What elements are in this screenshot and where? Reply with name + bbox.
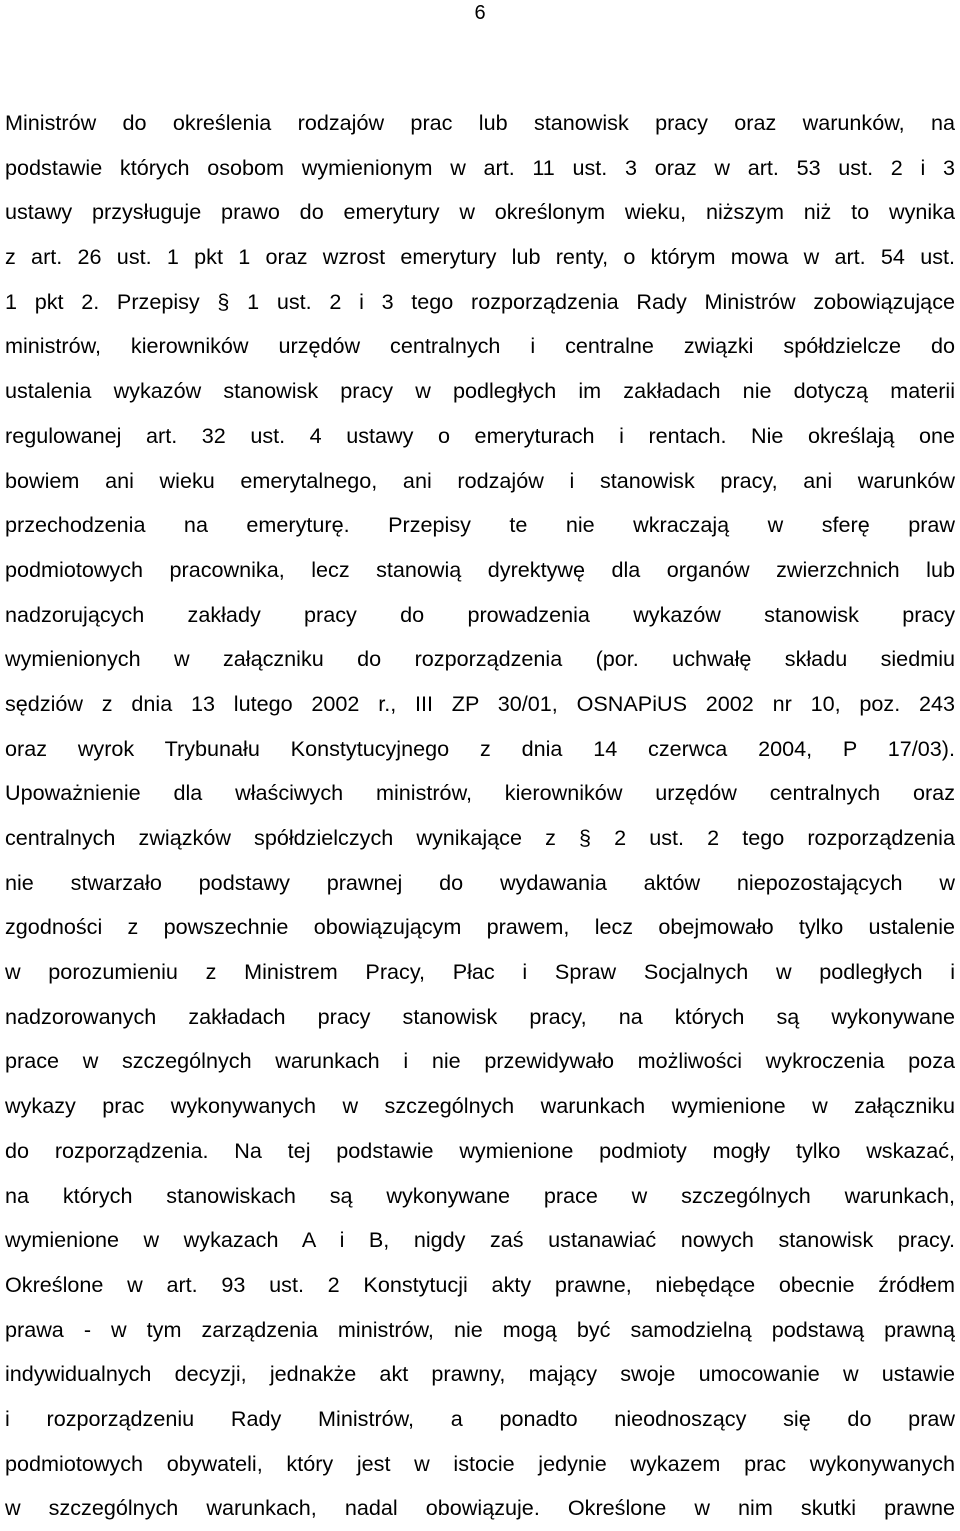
body-text — [5, 101, 955, 1531]
text-line: nadzorujących zakłady pracy do prowadzenia wykazów stanowisk pracy — [5, 601, 955, 627]
text-line: ustalenia wykazów stanowisk pracy w podległych im zakładach nie dotyczą materii — [5, 378, 955, 404]
text-line: 1 pkt 2. Przepisy § 1 ust. 2 i 3 tego rozporządzenia Rady Ministrów zobowiązujące — [5, 288, 955, 314]
text-line: prawa - w tym zarządzenia ministrów, nie mogą być samodzielną podstawą prawną — [5, 1316, 955, 1342]
text-line: centralnych związków spółdzielczych wynikające z § 2 ust. 2 tego rozporządzenia — [5, 825, 955, 850]
text-line: sędziów z dnia 13 lutego 2002 r., III ZP 30/01, OSNAPiUS 2002 nr 10, poz. 243 — [5, 690, 955, 716]
text-line: oraz wyrok Trybunału Konstytucyjnego z dnia 14 czerwca 2004, P 17/03). — [5, 735, 955, 761]
text-line: w szczególnych warunkach, nadal obowiązuje. Określone w nim skutki prawne — [5, 1495, 955, 1521]
page-number: 6 — [474, 2, 486, 24]
text-line: podmiotowych obywateli, który jest w istocie jedynie wykazem prac wykonywanych — [5, 1450, 955, 1476]
text-line: prace w szczególnych warunkach i nie przewidywało możliwości wykroczenia poza — [5, 1048, 955, 1074]
text-line: regulowanej art. 32 ust. 4 ustawy o emeryturach i rentach. Nie określają one — [5, 422, 955, 448]
text-line: Określone w art. 93 ust. 2 Konstytucji akty prawne, niebędące obecnie źródłem — [5, 1271, 955, 1297]
text-line: i rozporządzeniu Rady Ministrów, a ponadto nieodnoszący się do praw — [5, 1405, 955, 1431]
text-line: na których stanowiskach są wykonywane prace w szczególnych warunkach, — [5, 1182, 955, 1208]
text-line: nadzorowanych zakładach pracy stanowisk pracy, na których są wykonywane — [5, 1003, 955, 1029]
text-line: ustawy przysługuje prawo do emerytury w określonym wieku, niższym niż to wynika — [5, 199, 955, 225]
text-line: Ministrów do określenia rodzajów prac lub stanowisk pracy oraz warunków, na — [5, 110, 955, 135]
text-line: podstawie których osobom wymienionym w art. 11 ust. 3 oraz w art. 53 ust. 2 i 3 — [5, 154, 955, 180]
text-line: bowiem ani wieku emerytalnego, ani rodzajów i stanowisk pracy, ani warunków — [5, 467, 955, 493]
text-line: podmiotowych pracownika, lecz stanowią dyrektywę dla organów zwierzchnich lub — [5, 556, 955, 582]
text-line: Upoważnienie dla właściwych ministrów, kierowników urzędów centralnych oraz — [5, 780, 955, 806]
text-line: zgodności z powszechnie obowiązującym prawem, lecz obejmowało tylko ustalenie — [5, 914, 955, 940]
text-line: w porozumieniu z Ministrem Pracy, Płac i Spraw Socjalnych w podległych i — [5, 959, 955, 985]
text-line: z art. 26 ust. 1 pkt 1 oraz wzrost emerytury lub renty, o którym mowa w art. 54 ust. — [5, 244, 955, 270]
text-line: wymienionych w załączniku do rozporządzenia (por. uchwałę składu siedmiu — [5, 646, 955, 672]
text-line: ministrów, kierowników urzędów centralnych i centralne związki spółdzielcze do — [5, 333, 955, 359]
text-line: nie stwarzało podstawy prawnej do wydawania aktów niepozostających w — [5, 869, 955, 895]
text-line: wykazy prac wykonywanych w szczególnych warunkach wymienione w załączniku — [5, 1093, 955, 1119]
text-line: do rozporządzenia. Na tej podstawie wymienione podmioty mogły tylko wskazać, — [5, 1137, 955, 1163]
text-line: wymienione w wykazach A i B, nigdy zaś ustanawiać nowych stanowisk pracy. — [5, 1227, 955, 1253]
text-line: indywidualnych decyzji, jednakże akt prawny, mający swoje umocowanie w ustawie — [5, 1361, 955, 1387]
text-line: przechodzenia na emeryturę. Przepisy te nie wkraczają w sferę praw — [5, 512, 955, 538]
